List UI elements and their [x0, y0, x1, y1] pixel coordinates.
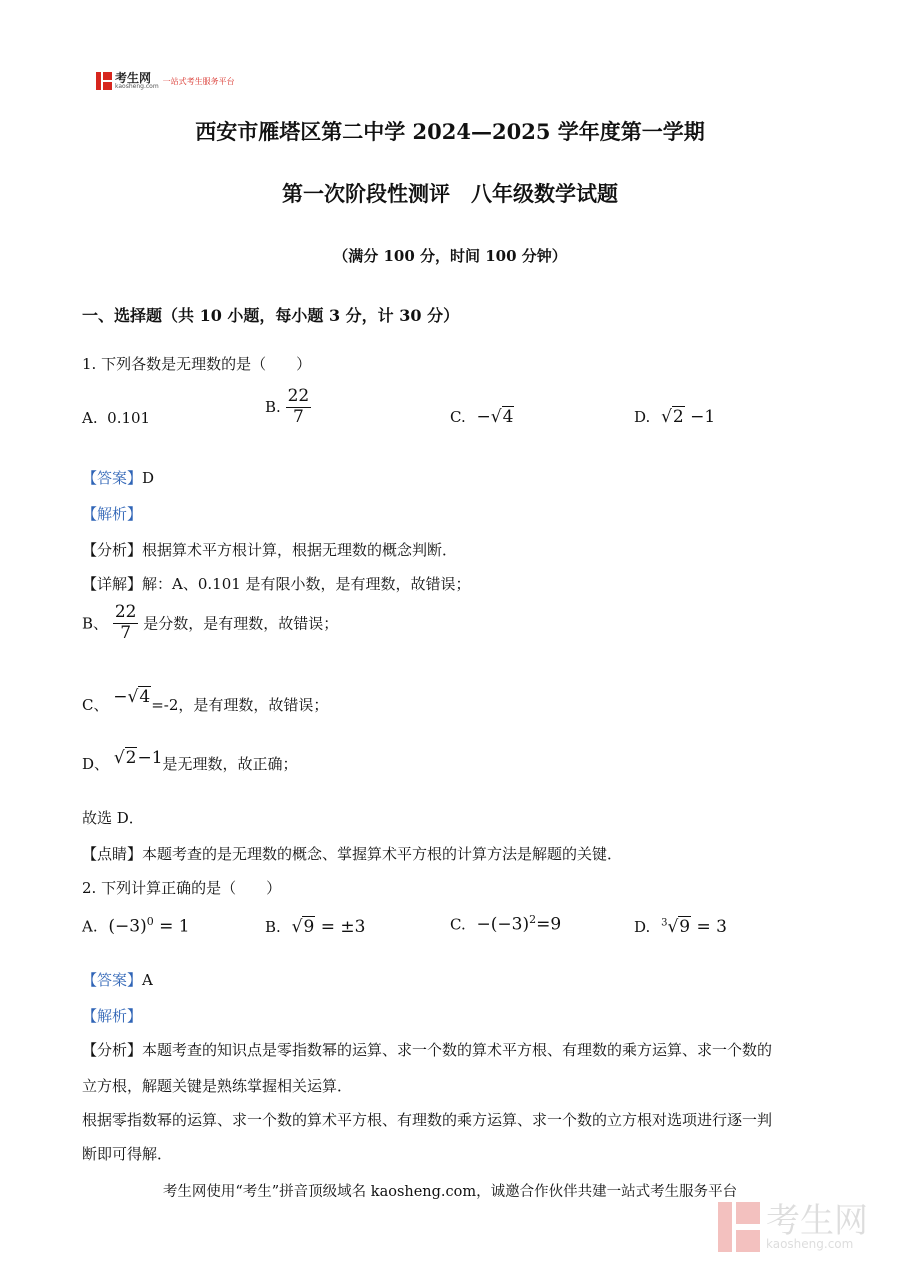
q1-explain-d: D、 √2−1是无理数，故正确；	[82, 748, 298, 773]
radical-icon: √	[490, 407, 502, 427]
q1-explain-b: B、 $\frac{22}{7}$ 是分数，是有理数，故错误；	[82, 602, 339, 643]
radical-icon: √	[291, 917, 303, 937]
exam-meta: （满分 100 分，时间 100 分钟）	[333, 247, 567, 265]
exam-subtitle: 第一次阶段性测评 八年级数学试题	[282, 181, 618, 206]
q1-analysis-tag: 【解析】	[82, 505, 143, 523]
q1-xiangjie: 【详解】解：A、0.101 是有限小数，是有理数，故错误；	[82, 575, 471, 593]
radical-icon: √	[667, 917, 679, 937]
logo-site: kaosheng.com	[115, 83, 159, 90]
q2-option-d: D. $^3$√9 = 3	[634, 917, 727, 937]
q2-option-a: A. $(-3)^0 = 1$	[82, 915, 190, 937]
q1-option-a-value: 0.101	[107, 409, 151, 427]
q2-option-c: C. $-(-3)^2=9$	[450, 913, 562, 935]
q1-explain-b-fraction: $\frac{22}{7}$	[114, 602, 137, 643]
q1-option-b-fraction: $\frac{22}{7}$	[287, 386, 310, 427]
exam-title: 西安市雁塔区第二中学 2024—2025 学年度第一学期	[195, 119, 705, 144]
radical-icon: √	[113, 748, 125, 768]
q2-fenxi: 【分析】本题考查的知识点是零指数幂的运算、求一个数的算术平方根、有理数的乘方运算、求一个数的	[82, 1041, 773, 1059]
q1-option-b: B. $\frac{22}{7}$	[265, 386, 310, 427]
q2-analysis-tag: 【解析】	[82, 1007, 143, 1025]
q1-answer: 【答案】D	[82, 469, 155, 487]
q2-para-line1: 根据零指数幂的运算、求一个数的算术平方根、有理数的乘方运算、求一个数的立方根对选项进行逐一判	[82, 1111, 773, 1129]
q1-option-a: A. 0.101	[82, 409, 151, 427]
section-heading: 一、选择题（共 10 小题，每小题 3 分，计 30 分）	[82, 306, 460, 325]
footer-text: 考生网使用“考生”拼音顶级域名 kaosheng.com，诚邀合作伙伴共建一站式考生服务平台	[162, 1184, 738, 1200]
logo-slogan: 一站式考生服务平台	[162, 76, 235, 86]
q1-conclusion: 故选 D．	[82, 809, 144, 827]
q2-para-line2: 断即可得解．	[82, 1145, 173, 1163]
header-logo[interactable]	[96, 72, 235, 90]
q1-fenxi: 【分析】根据算术平方根计算，根据无理数的概念判断．	[82, 541, 458, 559]
q2-fenxi-cont: 立方根，解题关键是熟练掌握相关运算．	[82, 1077, 353, 1095]
q1-option-c: C. −√4	[450, 407, 514, 427]
q1-stem: 1. 下列各数是无理数的是（ ）	[82, 355, 312, 373]
q2-option-b: B. √9 = ±3	[265, 917, 366, 937]
q1-explain-c: C、 −√4=-2，是有理数，故错误；	[82, 687, 329, 714]
q2-stem: 2. 下列计算正确的是（ ）	[82, 879, 282, 897]
watermark-name: 考生网	[766, 1201, 868, 1241]
radical-icon: √	[661, 407, 672, 427]
q2-answer: 【答案】A	[82, 971, 153, 989]
watermark-site: kaosheng.com	[766, 1237, 854, 1251]
logo-name: 考生网	[115, 71, 152, 85]
watermark-logo-icon	[718, 1202, 760, 1252]
radical-icon: √	[127, 687, 139, 707]
footer-watermark	[718, 1202, 868, 1252]
q1-option-d: D. √2 −1	[634, 407, 716, 427]
q1-dianjing: 【点睛】本题考查的是无理数的概念、掌握算术平方根的计算方法是解题的关键．	[82, 845, 623, 863]
logo-icon	[96, 72, 112, 90]
